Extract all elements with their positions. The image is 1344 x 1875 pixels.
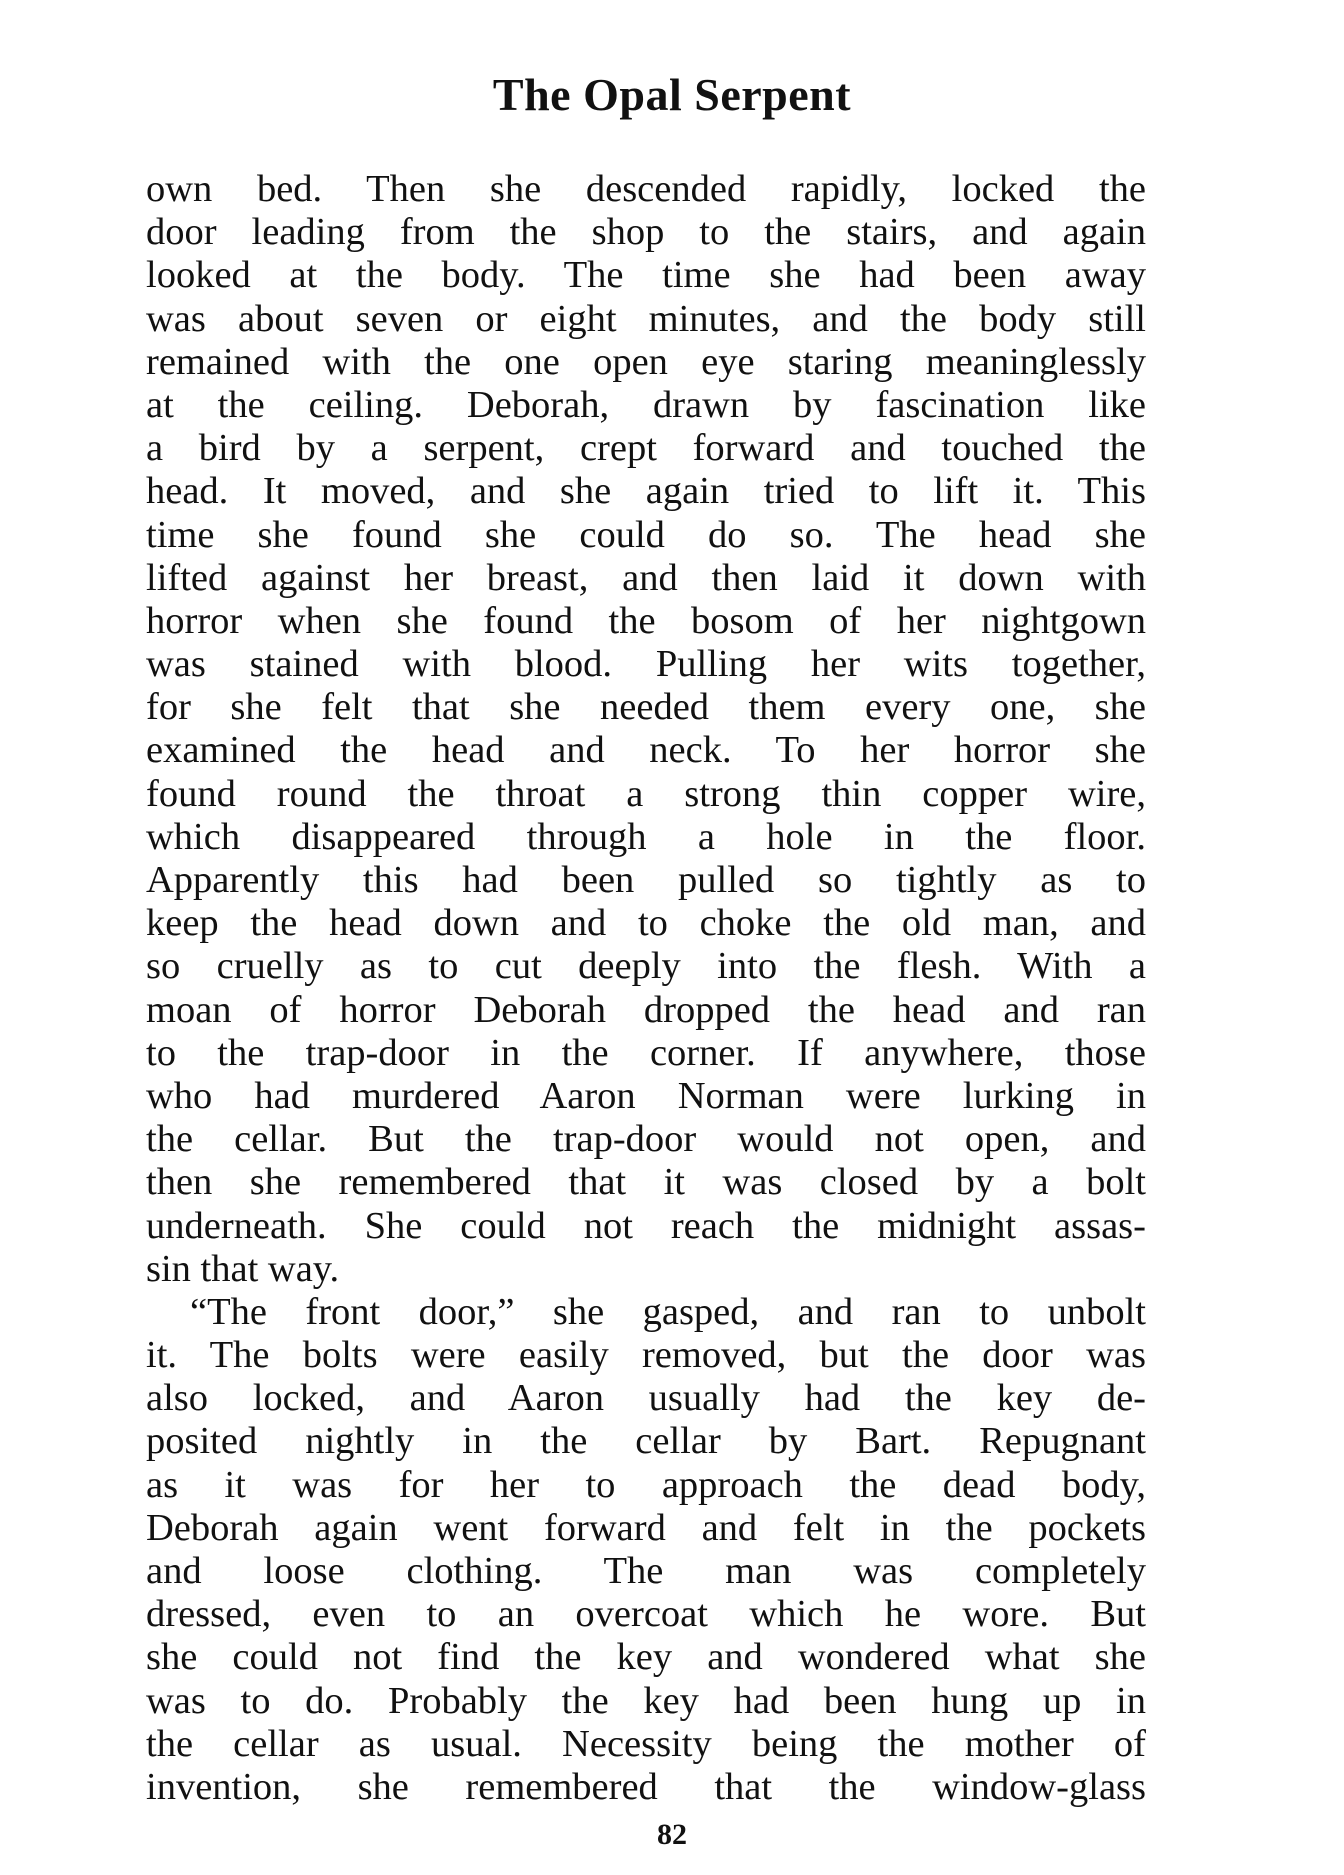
- text-line: was stained with blood. Pulling her wits together,: [146, 643, 1146, 686]
- text-line: lifted against her breast, and then laid it down with: [146, 556, 1146, 599]
- text-line: posited nightly in the cellar by Bart. Repugnant: [146, 1420, 1146, 1463]
- text-line: a bird by a serpent, crept forward and touched the: [146, 427, 1146, 470]
- text-line: the cellar. But the trap-door would not open, and: [146, 1118, 1146, 1161]
- text-line: head. It moved, and she again tried to lift it. This: [146, 470, 1146, 513]
- text-line: so cruelly as to cut deeply into the flesh. With a: [146, 945, 1146, 988]
- text-line: examined the head and neck. To her horror she: [146, 729, 1146, 772]
- text-line: own bed. Then she descended rapidly, locked the: [146, 168, 1146, 210]
- text-line: door leading from the shop to the stairs, and again: [146, 211, 1146, 254]
- text-line: for she felt that she needed them every one, she: [146, 686, 1146, 729]
- text-line: and loose clothing. The man was completely: [146, 1550, 1146, 1592]
- text-line: was about seven or eight minutes, and the body still: [146, 297, 1146, 340]
- text-line: at the ceiling. Deborah, drawn by fascination like: [146, 383, 1146, 426]
- text-line: then she remembered that it was closed by a bolt: [146, 1161, 1146, 1204]
- text-line: sin that way.: [146, 1247, 340, 1290]
- text-line: who had murdered Aaron Norman were lurking in: [146, 1074, 1146, 1117]
- text-line: underneath. She could not reach the midnight assas-: [146, 1204, 1146, 1247]
- text-line: time she found she could do so. The head she: [146, 513, 1146, 556]
- text-line: keep the head down and to choke the old man, and: [146, 902, 1146, 945]
- text-line: horror when she found the bosom of her nightgown: [146, 599, 1146, 642]
- text-line: it. The bolts were easily removed, but the door was: [146, 1334, 1146, 1377]
- text-line: moan of horror Deborah dropped the head and ran: [146, 988, 1146, 1031]
- text-line: found round the throat a strong thin copper wire,: [146, 772, 1146, 815]
- text-line: looked at the body. The time she had been away: [146, 254, 1146, 297]
- text-line: dressed, even to an overcoat which he wore. But: [146, 1593, 1146, 1636]
- text-line: the cellar as usual. Necessity being the mother of: [146, 1722, 1146, 1765]
- page-number: 82: [657, 1818, 687, 1851]
- text-line: “The front door,” she gasped, and ran to unbolt: [190, 1290, 1146, 1333]
- text-line: she could not find the key and wondered what she: [146, 1636, 1146, 1679]
- text-line: Apparently this had been pulled so tightly as to: [146, 859, 1146, 901]
- text-line: Deborah again went forward and felt in the pockets: [146, 1506, 1146, 1549]
- running-head: The Opal Serpent: [492, 69, 852, 120]
- text-line: which disappeared through a hole in the floor.: [146, 815, 1146, 858]
- text-line: also locked, and Aaron usually had the key de-: [146, 1377, 1146, 1420]
- text-line: was to do. Probably the key had been hung up in: [146, 1679, 1146, 1722]
- text-line: invention, she remembered that the window-glass: [146, 1765, 1146, 1808]
- body-text: [146, 168, 1146, 1809]
- text-line: as it was for her to approach the dead body,: [146, 1463, 1146, 1506]
- text-line: remained with the one open eye staring meaninglessly: [146, 340, 1146, 383]
- text-line: to the trap-door in the corner. If anywhere, those: [146, 1031, 1146, 1074]
